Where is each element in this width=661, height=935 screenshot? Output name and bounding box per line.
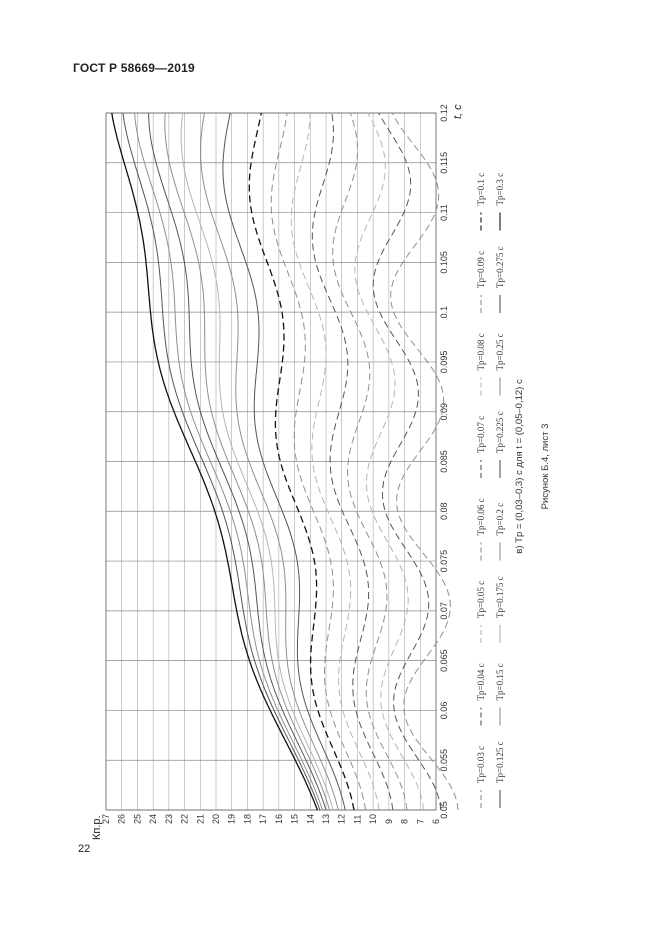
y-tick-label: 8 [399,818,410,824]
legend-label: Tp=0.03 c [476,745,486,783]
legend-label: Tp=0.3 c [495,172,505,206]
x-tick-label: 0.07 [439,602,449,620]
x-tick-label: 0.09 [439,402,449,421]
y-tick-label: 24 [148,813,159,824]
x-tick-label: 0.11 [439,204,449,222]
y-tick-label: 10 [368,813,379,824]
x-tick-label: 0.055 [439,748,449,772]
legend-label: Tp=0.05 c [476,580,486,618]
y-tick-label: 26 [116,813,127,824]
legend-label: Tp=0.2 c [495,502,505,536]
legend-label: Tp=0.175 c [495,576,505,618]
x-tick-label: 0.12 [439,104,449,122]
legend-label: Tp=0.275 c [495,246,505,288]
y-tick-label: 14 [305,813,316,824]
figure-caption: Рисунок Б.4, лист 3 [540,423,551,510]
y-tick-label: 22 [179,813,190,824]
legend-label: Tp=0.125 c [495,741,505,783]
legend-label: Tp=0.04 c [476,663,486,701]
legend-label: Tp=0.08 c [476,333,486,371]
document-standard-header: ГОСТ Р 58669—2019 [73,61,195,75]
legend-label: Tp=0.09 c [476,250,486,288]
grid [106,113,436,810]
x-tick-label: 0.065 [439,649,449,672]
legend [476,173,505,808]
y-tick-label: 27 [101,813,111,824]
legend-label: Tp=0.1 c [476,172,486,206]
legend-label: Tp=0.225 c [495,411,505,453]
y-tick-label: 9 [383,818,394,824]
x-tick-label: 0.105 [439,251,449,274]
legend-label: Tp=0.07 c [476,415,486,453]
y-tick-label: 7 [415,818,426,824]
x-tick-label: 0.08 [439,502,449,521]
y-tick-label: 15 [289,813,300,824]
y-tick-label: 19 [226,813,237,824]
x-tick-label: 0.085 [439,450,449,473]
legend-label: Tp=0.15 c [495,663,505,701]
y-tick-label: 16 [273,813,284,824]
x-tick-label: 0.06 [439,701,449,720]
x-tick-label: 0.095 [439,350,449,374]
y-tick-label: 25 [132,813,143,824]
y-axis-label: Кп.р. [91,815,103,840]
chart-subtitle: в) Tp = (0,03–0,3) с для t = (0,05–0,12) с [514,379,525,554]
y-tick-label: 20 [211,813,221,824]
y-tick-label: 21 [195,813,206,824]
page-number: 22 [78,843,91,855]
y-tick-label: 6 [431,818,441,824]
y-tick-label: 11 [352,814,363,824]
x-tick-label: 0.1 [439,305,449,319]
y-tick-label: 18 [242,813,253,824]
y-tick-label: 23 [163,813,174,824]
y-tick-label: 13 [321,813,331,824]
legend-label: Tp=0.25 c [495,333,505,371]
y-tick-label: 12 [336,813,347,824]
x-tick-label: 0.115 [439,151,449,174]
x-tick-label: 0.05 [439,801,449,819]
x-axis-label: t, с [452,104,464,119]
y-tick-label: 17 [258,813,269,824]
x-tick-label: 0.075 [439,549,449,573]
legend-label: Tp=0.06 c [476,498,486,536]
